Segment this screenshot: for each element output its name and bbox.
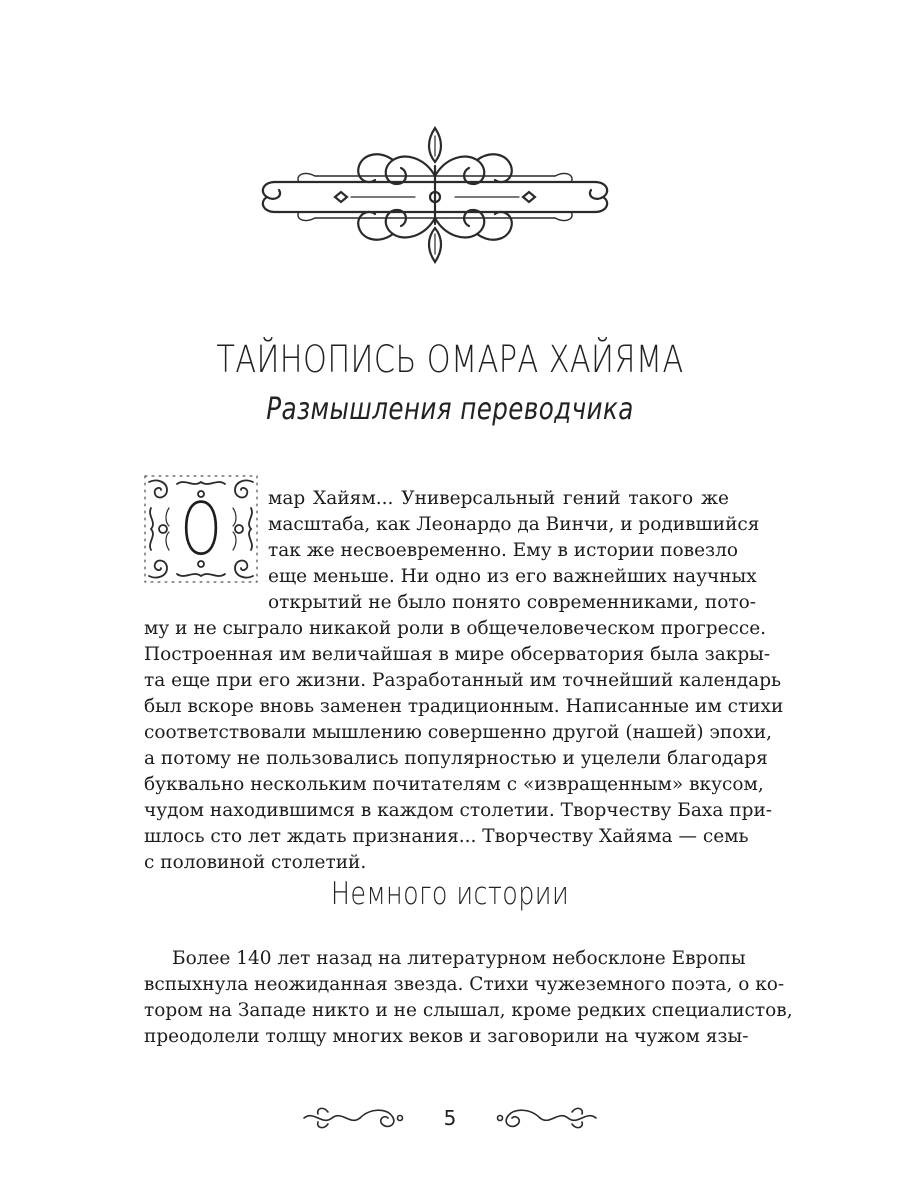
intro-line: был вскоре вновь заменен традиционным. Написанные им стихи [144,696,784,717]
section-line: Более 140 лет назад на литературном небосклоне Европы [172,948,746,969]
dropcap-letter: О [180,487,222,571]
intro-line: шлось сто лет ждать признания... Творчеству Хайяма — семь [144,826,749,847]
section-heading: Немного истории [330,876,570,912]
intro-line: так же несвоевременно. Ему в истории повезло [268,540,739,561]
intro-line: еще меньше. Ни одно из его важнейших научных [268,566,757,587]
chapter-subtitle: Размышления переводчика [266,392,634,427]
top-ornament [255,120,615,270]
intro-line: Построенная им величайшая в мире обсерватория была закры- [144,644,771,665]
intro-line: масштаба, как Леонардо да Винчи, и родившийся [268,514,760,535]
section-line: тором на Западе никто и не слышал, кроме редких специалистов, [144,1000,793,1021]
intro-line: а потому не пользовались популярностью и уцелели благодаря [144,748,768,769]
intro-line: буквально нескольким почитателям с «извращенным» вкусом, [144,774,764,795]
intro-line: чудом находившимся в каждом столетии. Творчеству Баха при- [144,800,773,821]
intro-line: му и не сыграло никакой роли в общечеловеческом прогрессе. [144,618,767,639]
footer-flourish-right [490,1098,600,1138]
page-number: 5 [443,1106,457,1130]
intro-line: открытий не было понято современниками, пото- [268,592,756,613]
intro-line: с половиной столетий. [144,852,367,873]
chapter-title: ТАЙНОПИСЬ ОМАРА ХАЙЯМА [216,338,684,381]
dropcap-frame [143,474,259,584]
section-line: преодолели толщу многих веков и заговорили на чужом язы- [144,1026,749,1047]
page-footer [0,1098,900,1142]
intro-line: соответствовали мышлению совершенно другой (нашей) эпохи, [144,722,773,743]
section-line: вспыхнула неожиданная звезда. Стихи чужеземного поэта, о ко- [144,974,785,995]
intro-line: мар Хайям... Универсальный гений такого же [268,488,729,509]
footer-flourish-left [300,1098,410,1138]
intro-line: та еще при его жизни. Разработанный им точнейший календарь [144,670,782,691]
